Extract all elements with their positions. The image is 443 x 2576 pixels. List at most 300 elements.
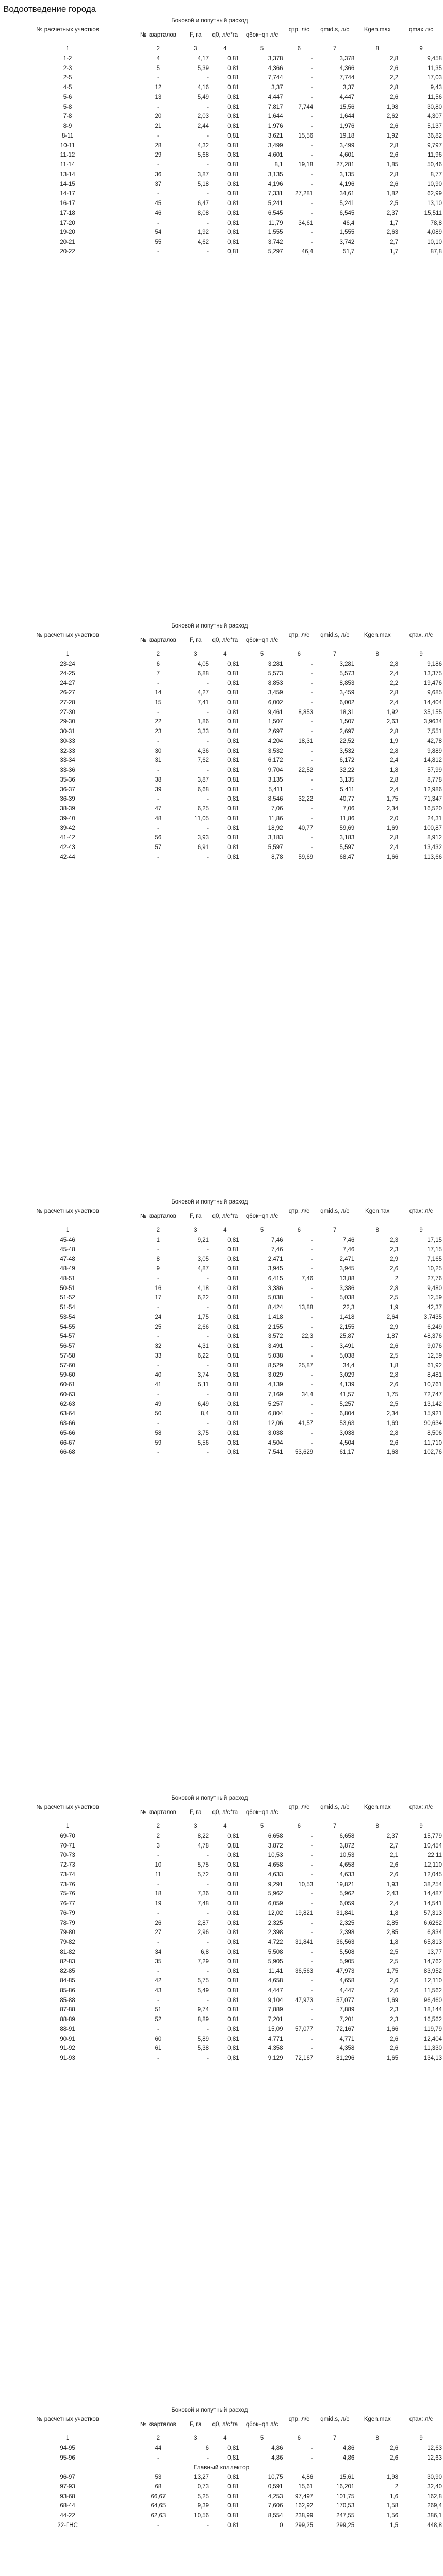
- table-cell: 36,82: [427, 132, 442, 139]
- col-header-kvartal: № кварталов: [140, 1809, 176, 1816]
- table-cell: -: [157, 248, 159, 255]
- col-header-area: F, га: [190, 2421, 202, 2428]
- table-row: [0, 112, 443, 122]
- segment-id: 8-9: [63, 123, 72, 129]
- column-number: 3: [194, 651, 198, 657]
- column-number: 3: [194, 46, 198, 52]
- table-cell: 40: [155, 1372, 162, 1379]
- table-row: [0, 1919, 443, 1928]
- table-cell: 5,49: [197, 94, 209, 100]
- table-cell: 15,56: [298, 132, 314, 139]
- table-cell: 58: [155, 1430, 162, 1436]
- table-row: [0, 1832, 443, 1841]
- table-cell: 13: [155, 94, 162, 100]
- table-cell: 59,69: [298, 854, 314, 860]
- col-header-area: F, га: [190, 1809, 202, 1816]
- table-cell: 0,81: [227, 239, 239, 245]
- table-cell: 0,591: [268, 2483, 283, 2490]
- table-cell: 12,06: [268, 1420, 283, 1427]
- table-cell: 7,744: [268, 75, 283, 81]
- table-cell: -: [311, 1295, 314, 1301]
- table-cell: 35,155: [423, 709, 442, 716]
- column-number: 9: [419, 1823, 423, 1829]
- table-cell: 10,53: [268, 1852, 283, 1859]
- table-cell: 1,86: [197, 719, 209, 725]
- table-cell: 0,81: [227, 1862, 239, 1868]
- table-cell: 1,507: [339, 719, 355, 725]
- table-cell: 13,375: [423, 670, 442, 677]
- table-cell: -: [311, 1852, 314, 1859]
- table-cell: 0,81: [227, 210, 239, 216]
- table-cell: 0,81: [227, 1275, 239, 1282]
- table-cell: -: [311, 844, 314, 851]
- table-block-2: [0, 621, 442, 862]
- table-cell: 3,135: [268, 776, 283, 783]
- table-cell: 0,81: [227, 75, 239, 81]
- table-cell: 2,63: [386, 229, 399, 236]
- table-cell: 87,8: [430, 248, 442, 255]
- table-cell: 0,81: [227, 854, 239, 860]
- table-cell: 2,6: [390, 152, 399, 159]
- table-row: [0, 1860, 443, 1870]
- col-header-q0: q0, л/с*га: [212, 1809, 238, 1816]
- table-cell: -: [311, 1324, 314, 1330]
- table-cell: -: [311, 1236, 314, 1243]
- table-cell: 18,144: [423, 2007, 442, 2013]
- table-cell: 6,002: [339, 699, 355, 706]
- table-cell: 2,6: [390, 1343, 399, 1349]
- table-cell: 6,172: [268, 757, 283, 764]
- table-cell: 0,81: [227, 123, 239, 129]
- table-cell: 2: [395, 1275, 399, 1282]
- table-cell: 3,459: [339, 690, 355, 696]
- col-header-kgen: Kgen.max: [364, 1804, 391, 1810]
- table-cell: 18,31: [339, 709, 355, 716]
- table-cell: 0,81: [227, 1236, 239, 1243]
- table-cell: 4,86: [271, 2454, 283, 2461]
- table-cell: 6,545: [339, 210, 355, 216]
- table-cell: 11,56: [428, 94, 442, 100]
- table-cell: 0,81: [227, 152, 239, 159]
- segment-id: 69-70: [60, 1833, 75, 1839]
- table-cell: 2,5: [390, 1295, 399, 1301]
- segment-id: 95-96: [60, 2454, 75, 2461]
- column-number: 4: [223, 2435, 227, 2442]
- table-row: [0, 150, 443, 160]
- table-cell: -: [311, 1948, 314, 1955]
- column-number-row: [0, 1226, 443, 1235]
- table-cell: -: [157, 2454, 159, 2461]
- table-cell: -: [157, 75, 159, 81]
- table-cell: 66,67: [151, 2493, 166, 2500]
- segment-id: 14-17: [60, 191, 75, 197]
- table-cell: 7,744: [339, 75, 355, 81]
- table-block-3: [0, 1197, 442, 1458]
- table-cell: 0,81: [227, 1901, 239, 1907]
- table-cell: 2,471: [268, 1256, 283, 1263]
- table-cell: 0,81: [227, 132, 239, 139]
- table-cell: 0,81: [227, 1256, 239, 1263]
- table-cell: 1,87: [386, 1333, 399, 1340]
- table-cell: 30: [155, 748, 162, 754]
- table-cell: 2,3: [390, 1236, 399, 1243]
- table-cell: 3,74: [197, 1372, 209, 1379]
- table-cell: 7,201: [268, 2016, 283, 2023]
- table-cell: 8,78: [271, 854, 283, 860]
- table-cell: 3,87: [197, 776, 209, 783]
- table-row: [0, 64, 443, 74]
- table-cell: 51: [155, 2007, 162, 2013]
- table-cell: 0,81: [227, 1910, 239, 1917]
- table-cell: -: [311, 786, 314, 793]
- table-cell: 4,358: [339, 2045, 355, 2052]
- table-cell: 4,204: [268, 738, 283, 744]
- table-row: [0, 1419, 443, 1429]
- column-number: 3: [194, 2435, 198, 2442]
- segment-id: 88-91: [60, 2026, 75, 2032]
- table-cell: 44: [155, 2445, 162, 2451]
- table-row: [0, 160, 443, 170]
- col-header-kgen: Kgen.max: [364, 632, 391, 638]
- table-row: [0, 1947, 443, 1957]
- table-cell: 3,459: [268, 690, 283, 696]
- table-cell: 7,46: [271, 1236, 283, 1243]
- header-row: [0, 2405, 443, 2415]
- table-cell: 2,8: [390, 1285, 399, 1292]
- table-cell: -: [207, 132, 209, 139]
- table-cell: 5,905: [339, 1958, 355, 1965]
- table-cell: 8,1: [274, 162, 283, 168]
- table-cell: -: [311, 670, 314, 677]
- table-cell: -: [311, 2007, 314, 2013]
- column-number: 9: [419, 1227, 423, 1233]
- table-cell: 65,813: [423, 1939, 442, 1945]
- table-cell: 5,241: [268, 200, 283, 207]
- table-cell: -: [311, 171, 314, 178]
- table-cell: 68,47: [339, 854, 355, 860]
- table-cell: 1,418: [268, 1314, 283, 1320]
- table-row: [0, 93, 443, 103]
- table-cell: 8,853: [339, 680, 355, 687]
- table-cell: 72,167: [336, 2026, 355, 2032]
- table-cell: -: [207, 1391, 209, 1398]
- table-cell: 42: [155, 1978, 162, 1984]
- table-cell: -: [311, 690, 314, 696]
- table-row: [0, 1390, 443, 1400]
- table-cell: -: [311, 123, 314, 129]
- col-header-group: Боковой и попутный расход: [171, 1199, 248, 1205]
- table-cell: -: [157, 2522, 159, 2529]
- column-number: 7: [333, 46, 337, 52]
- table-row: [0, 1284, 443, 1294]
- table-cell: 0,81: [227, 670, 239, 677]
- table-cell: 0,81: [227, 1304, 239, 1311]
- table-cell: 4,87: [197, 1266, 209, 1272]
- segment-id: 57-60: [60, 1362, 75, 1369]
- table-cell: 12,02: [268, 1910, 283, 1917]
- table-cell: 2,6: [390, 1987, 399, 1994]
- table-cell: -: [311, 239, 314, 245]
- table-cell: 5,597: [268, 844, 283, 851]
- table-block-4: [0, 1793, 442, 2063]
- table-cell: -: [157, 1881, 159, 1888]
- segment-id: 33-34: [60, 757, 75, 764]
- col-header-qmax: qтах: л/с: [409, 1208, 433, 1214]
- segment-id: 87-88: [60, 2007, 75, 2013]
- table-cell: 4,658: [268, 1862, 283, 1868]
- table-cell: 0,81: [227, 191, 239, 197]
- table-cell: 4,139: [339, 1382, 355, 1388]
- column-number: 1: [65, 46, 70, 52]
- table-cell: 5,411: [340, 786, 355, 793]
- segment-id: 45-46: [60, 1236, 75, 1243]
- table-row: [0, 1986, 443, 1996]
- table-row: [0, 1380, 443, 1390]
- table-cell: 0,81: [227, 1420, 239, 1427]
- table-cell: 32,40: [427, 2483, 442, 2490]
- table-cell: 12,63: [427, 2445, 442, 2451]
- col-header-qtr: qтр, л/с: [288, 2416, 309, 2422]
- table-cell: -: [311, 748, 314, 754]
- table-cell: 8,554: [268, 2513, 283, 2519]
- table-cell: -: [207, 248, 209, 255]
- table-cell: 2,6: [390, 2036, 399, 2042]
- table-cell: 4,05: [197, 660, 209, 667]
- table-cell: -: [311, 210, 314, 216]
- table-cell: 30,90: [427, 2474, 442, 2480]
- table-cell: 9,480: [427, 1285, 442, 1292]
- table-cell: 1,555: [339, 229, 355, 236]
- data-table: [0, 2405, 443, 2531]
- table-cell: 4,196: [339, 181, 355, 188]
- table-cell: 2,2: [390, 680, 399, 687]
- segment-id: 84-85: [60, 1978, 75, 1984]
- table-cell: 0,81: [227, 2016, 239, 2023]
- table-cell: 5,18: [197, 181, 209, 188]
- table-cell: 0,81: [227, 1978, 239, 1984]
- table-cell: -: [157, 1449, 159, 1456]
- table-cell: 2,5: [390, 1401, 399, 1408]
- table-cell: 4,447: [268, 94, 283, 100]
- table-row: [0, 170, 443, 180]
- table-cell: 7,744: [298, 104, 314, 110]
- table-cell: 19,821: [336, 1881, 355, 1888]
- table-cell: 6,059: [339, 1901, 355, 1907]
- table-row: [0, 1928, 443, 1938]
- table-cell: 10,761: [423, 1382, 442, 1388]
- table-cell: 2,64: [386, 1314, 399, 1320]
- column-number: 4: [223, 651, 227, 657]
- segment-id: 47-48: [60, 1256, 75, 1263]
- table-cell: 0,81: [227, 104, 239, 110]
- table-cell: 0,81: [227, 1324, 239, 1330]
- segment-id: 78-79: [60, 1920, 75, 1926]
- table-cell: 5,038: [268, 1352, 283, 1359]
- table-cell: 0,81: [227, 796, 239, 803]
- table-cell: 4,366: [268, 65, 283, 72]
- table-cell: 7,541: [268, 1449, 283, 1456]
- table-cell: 5,49: [197, 1987, 209, 1994]
- table-cell: 9: [156, 1266, 160, 1272]
- table-row: [0, 1996, 443, 2006]
- table-cell: 2,5: [390, 1958, 399, 1965]
- table-cell: -: [311, 1901, 314, 1907]
- column-number-row: [0, 650, 443, 659]
- table-cell: 12,110: [424, 1862, 442, 1868]
- segment-id: 36-39: [60, 796, 75, 803]
- table-cell: 7,551: [427, 728, 442, 735]
- table-cell: 2,398: [268, 1929, 283, 1936]
- table-cell: 2,8: [390, 1430, 399, 1436]
- table-cell: 17,03: [427, 75, 442, 81]
- segment-id: 76-79: [60, 1910, 75, 1917]
- table-cell: -: [207, 680, 209, 687]
- table-cell: 5,68: [197, 152, 209, 159]
- table-row: [0, 2005, 443, 2015]
- table-cell: 72,167: [294, 2055, 314, 2061]
- col-header-qbok: q6ок+qп л/с: [245, 1213, 278, 1219]
- table-cell: 4,447: [268, 1987, 283, 1994]
- table-cell: 162,8: [427, 2493, 442, 2500]
- table-cell: 7,29: [197, 1958, 209, 1965]
- table-cell: 1,58: [386, 2503, 399, 2510]
- table-cell: 6,545: [268, 210, 283, 216]
- table-cell: 2,85: [386, 1929, 399, 1936]
- table-cell: 2,34: [386, 1411, 399, 1417]
- col-header-qtr: qтр, л/с: [288, 632, 309, 638]
- segment-id: 8-11: [61, 132, 74, 139]
- table-cell: -: [311, 1256, 314, 1263]
- table-cell: 299,25: [294, 2522, 314, 2529]
- table-cell: 51,7: [342, 248, 355, 255]
- segment-id: 42-44: [60, 854, 75, 860]
- table-cell: 1,5: [390, 2522, 399, 2529]
- table-cell: 0,81: [227, 200, 239, 207]
- table-cell: 1,75: [386, 796, 399, 803]
- table-cell: -: [157, 1275, 159, 1282]
- table-cell: 7: [156, 670, 160, 677]
- table-cell: 4: [156, 55, 160, 62]
- column-number-row: [0, 44, 443, 54]
- table-cell: 11: [155, 1871, 161, 1878]
- table-cell: 13,432: [423, 844, 442, 851]
- table-cell: -: [311, 1285, 314, 1292]
- table-cell: 68: [155, 2483, 162, 2490]
- table-cell: 5,89: [197, 2036, 209, 2042]
- table-cell: 0,81: [227, 2522, 239, 2529]
- table-cell: -: [207, 162, 209, 168]
- table-cell: -: [207, 825, 209, 832]
- table-cell: 6,47: [197, 200, 209, 207]
- segment-id: 57-58: [60, 1352, 75, 1359]
- table-cell: 15,921: [423, 1411, 442, 1417]
- table-cell: -: [311, 806, 314, 812]
- segment-id: 29-30: [60, 719, 75, 725]
- table-cell: 2,6: [390, 1871, 399, 1878]
- segment-id: 97-93: [60, 2483, 75, 2490]
- table-cell: 3,038: [268, 1430, 283, 1436]
- table-cell: 0,81: [227, 2513, 239, 2519]
- table-cell: 52: [155, 2016, 162, 2023]
- col-header-qbok: q6ок+qп л/с: [245, 1809, 278, 1816]
- table-cell: -: [157, 1968, 159, 1975]
- table-cell: 27,281: [294, 191, 314, 197]
- table-cell: 4,658: [339, 1978, 355, 1984]
- table-cell: 15,511: [424, 210, 442, 216]
- table-cell: -: [311, 1891, 314, 1897]
- table-cell: 0,81: [227, 1833, 239, 1839]
- header-row: [0, 621, 443, 631]
- table-cell: 8: [156, 1256, 160, 1263]
- table-cell: 6,249: [427, 1324, 442, 1330]
- table-cell: 2,3: [390, 2007, 399, 2013]
- table-cell: 19,821: [294, 1910, 314, 1917]
- column-number: 5: [260, 2435, 264, 2442]
- table-cell: 13,77: [427, 1948, 442, 1955]
- table-row: [0, 2501, 443, 2511]
- subheader-main-collector: Главный коллектор: [193, 2464, 250, 2471]
- table-cell: 31,841: [294, 1939, 314, 1945]
- table-cell: 5,257: [268, 1401, 283, 1408]
- table-cell: 1,555: [268, 229, 283, 236]
- table-row: [0, 1274, 443, 1284]
- table-row: [0, 1967, 443, 1976]
- table-cell: 8,08: [197, 210, 209, 216]
- table-cell: 10,25: [427, 1266, 442, 1272]
- table-cell: -: [311, 660, 314, 667]
- table-cell: -: [311, 1833, 314, 1839]
- col-header-kgen: Kgen.max: [364, 2416, 391, 2422]
- table-cell: 0,81: [227, 1842, 239, 1849]
- table-cell: 4,658: [268, 1978, 283, 1984]
- table-cell: 9,704: [268, 767, 283, 773]
- table-cell: 2,6: [390, 2454, 399, 2461]
- table-cell: 6,002: [268, 699, 283, 706]
- column-number-row: [0, 1822, 443, 1832]
- table-cell: 6,49: [197, 1401, 209, 1408]
- table-cell: 0,81: [227, 844, 239, 851]
- table-cell: 46,4: [342, 219, 355, 226]
- table-cell: 2,6: [390, 1978, 399, 1984]
- table-cell: -: [207, 1449, 209, 1456]
- table-row: [0, 209, 443, 218]
- table-cell: -: [207, 219, 209, 226]
- table-cell: 2,7: [390, 239, 399, 245]
- table-cell: 3,183: [268, 835, 283, 841]
- table-cell: -: [311, 2016, 314, 2023]
- table-cell: -: [157, 680, 159, 687]
- table-cell: 3,621: [268, 132, 283, 139]
- table-row: [0, 2044, 443, 2054]
- table-cell: 12: [155, 84, 162, 91]
- col-header-segments: № расчетных участков: [36, 2416, 99, 2422]
- table-row: [0, 1880, 443, 1890]
- col-header-kvartal: № кварталов: [140, 637, 176, 643]
- table-cell: 5,56: [197, 1439, 209, 1446]
- table-cell: 0,81: [227, 738, 239, 744]
- table-cell: 0,81: [227, 1266, 239, 1272]
- table-cell: 61,92: [427, 1362, 442, 1369]
- segment-id: 19-20: [60, 229, 75, 236]
- table-cell: 386,1: [427, 2513, 442, 2519]
- table-cell: 9,889: [427, 748, 442, 754]
- table-cell: 0,81: [227, 1352, 239, 1359]
- table-cell: 3,491: [268, 1343, 283, 1349]
- col-header-group: Боковой и попутный расход: [171, 1795, 248, 1801]
- table-cell: 2,7: [390, 1842, 399, 1849]
- table-cell: 1,507: [268, 719, 283, 725]
- table-cell: 3,281: [339, 660, 355, 667]
